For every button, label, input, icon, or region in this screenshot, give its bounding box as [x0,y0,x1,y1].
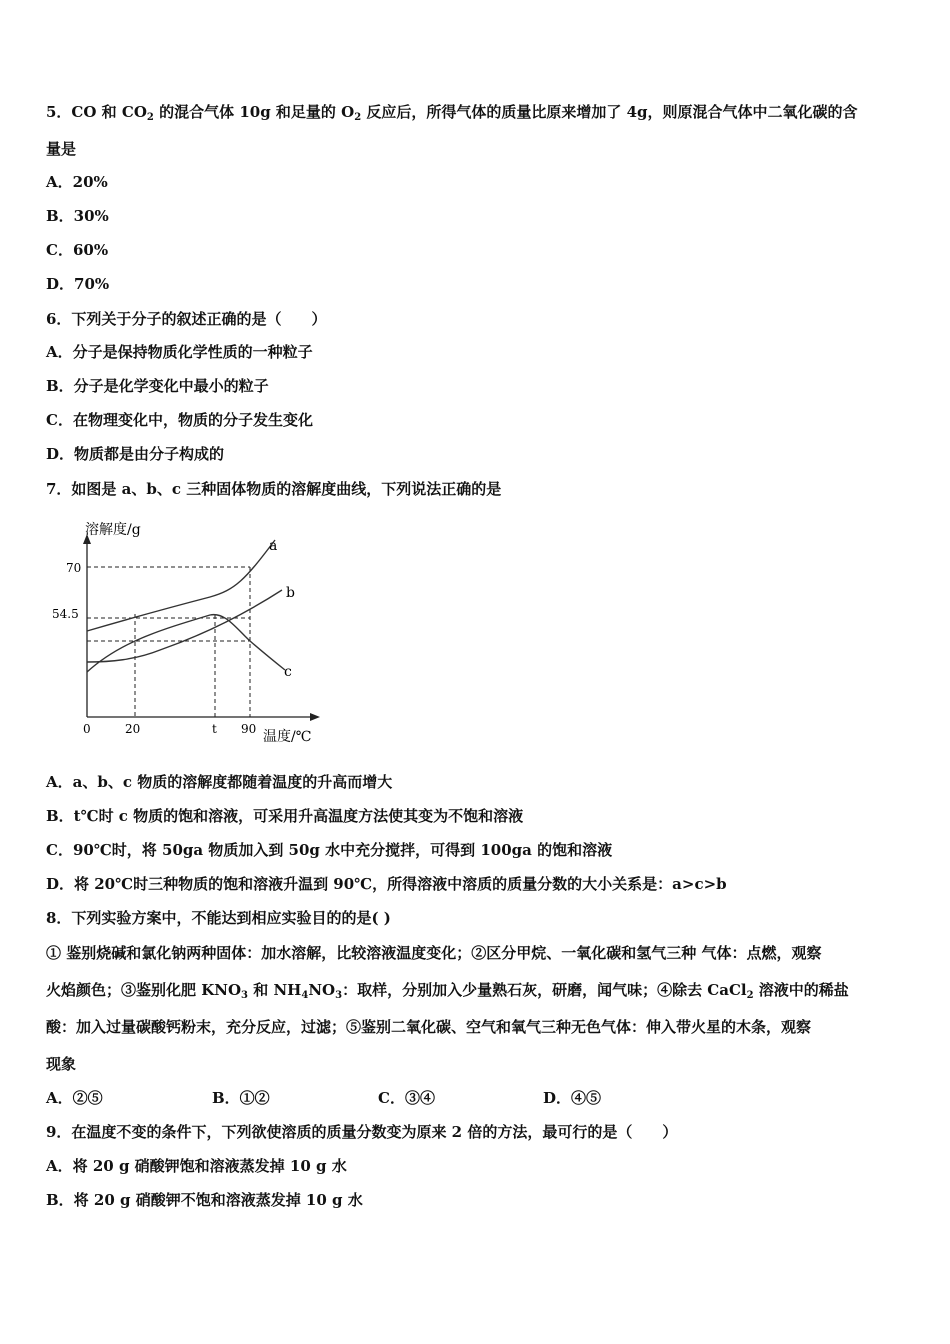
q5-stem-line2: 量是 [46,140,77,158]
q6-option-d: D．物质都是由分子构成的 [46,445,225,463]
curve-b-label: b [286,585,295,601]
q9-option-a: A．将 20 g 硝酸钾饱和溶液蒸发掉 10 g 水 [46,1157,347,1175]
q7-option-d: D．将 20℃时三种物质的饱和溶液升温到 90℃，所得溶液中溶质的质量分数的大小关系是：a>c>b [46,875,727,893]
y-axis-label: 溶解度/g [85,522,141,538]
x-tick-90: 90 [241,722,257,736]
y-tick-54-5: 54.5 [52,607,79,621]
q5-option-d: D．70% [46,275,110,293]
q8-para-line3: 酸：加入过量碳酸钙粉末，充分反应，过滤；⑤鉴别二氧化碳、空气和氧气三种无色气体：伸入带火星的木条，观察 [46,1018,812,1036]
x-tick-20: 20 [125,722,141,736]
q5-option-a: A．20% [46,173,108,191]
curve-c [87,615,285,672]
q8-stem: 8．下列实验方案中，不能达到相应实验目的的是( ) [46,909,391,927]
q6-option-b: B．分子是化学变化中最小的粒子 [46,377,269,395]
q5-option-b: B．30% [46,207,109,225]
q5-stem-line1: 5．CO 和 $CO_2$ 的混合气体 10g 和足量的 $O_2$ 反应后，所得气体的质量比原来增加了 4g，则原混合气体中二氧化碳的含 [46,103,858,123]
q8-option-b: B．①② [212,1089,270,1107]
q5-option-c: C．60% [46,241,109,259]
q7-option-b: B．t℃时 c 物质的饱和溶液，可采用升高温度方法使其变为不饱和溶液 [46,807,524,825]
q8-option-a: A．②⑤ [46,1089,103,1107]
solubility-chart [50,512,340,752]
q7-option-c: C．90℃时，将 50ga 物质加入到 50g 水中充分搅拌，可得到 100ga 的饱和溶液 [46,841,613,859]
q8-para-line4: 现象 [46,1055,77,1073]
q8-para-line2: 火焰颜色；③鉴别化肥 $KNO_3$ 和 $NH_4NO_3$：取样，分别加入少量熟石灰，研磨，闻气味；④除去 CaCl$_2$ 溶液中的稀盐 [46,981,849,1001]
q9-stem: 9．在温度不变的条件下，下列欲使溶质的质量分数变为原来 2 倍的方法，最可行的是（ ） [46,1123,678,1141]
x-tick-t: t [212,722,217,736]
q9-option-b: B．将 20 g 硝酸钾不饱和溶液蒸发掉 10 g 水 [46,1191,363,1209]
x-axis-label: 温度/℃ [263,729,312,745]
q6-option-a: A．分子是保持物质化学性质的一种粒子 [46,343,313,361]
x-tick-0: 0 [83,722,91,736]
q6-stem: 6．下列关于分子的叙述正确的是（ ） [46,310,327,328]
x-axis-arrow-icon [310,713,320,721]
curve-a [87,538,278,631]
q7-stem: 7．如图是 a、b、c 三种固体物质的溶解度曲线，下列说法正确的是 [46,480,502,498]
q7-option-a: A．a、b、c 物质的溶解度都随着温度的升高而增大 [46,773,393,791]
q8-option-c: C．③④ [378,1089,435,1107]
curve-c-label: c [284,664,292,680]
q8-option-d: D．④⑤ [543,1089,602,1107]
q8-para-line1: ① 鉴别烧碱和氯化钠两种固体：加水溶解，比较溶液温度变化；②区分甲烷、一氧化碳和氢气三种 气体：点燃，观察 [46,944,822,962]
q6-option-c: C．在物理变化中，物质的分子发生变化 [46,411,313,429]
curve-a-label: a [269,538,278,554]
y-tick-70: 70 [66,561,82,575]
